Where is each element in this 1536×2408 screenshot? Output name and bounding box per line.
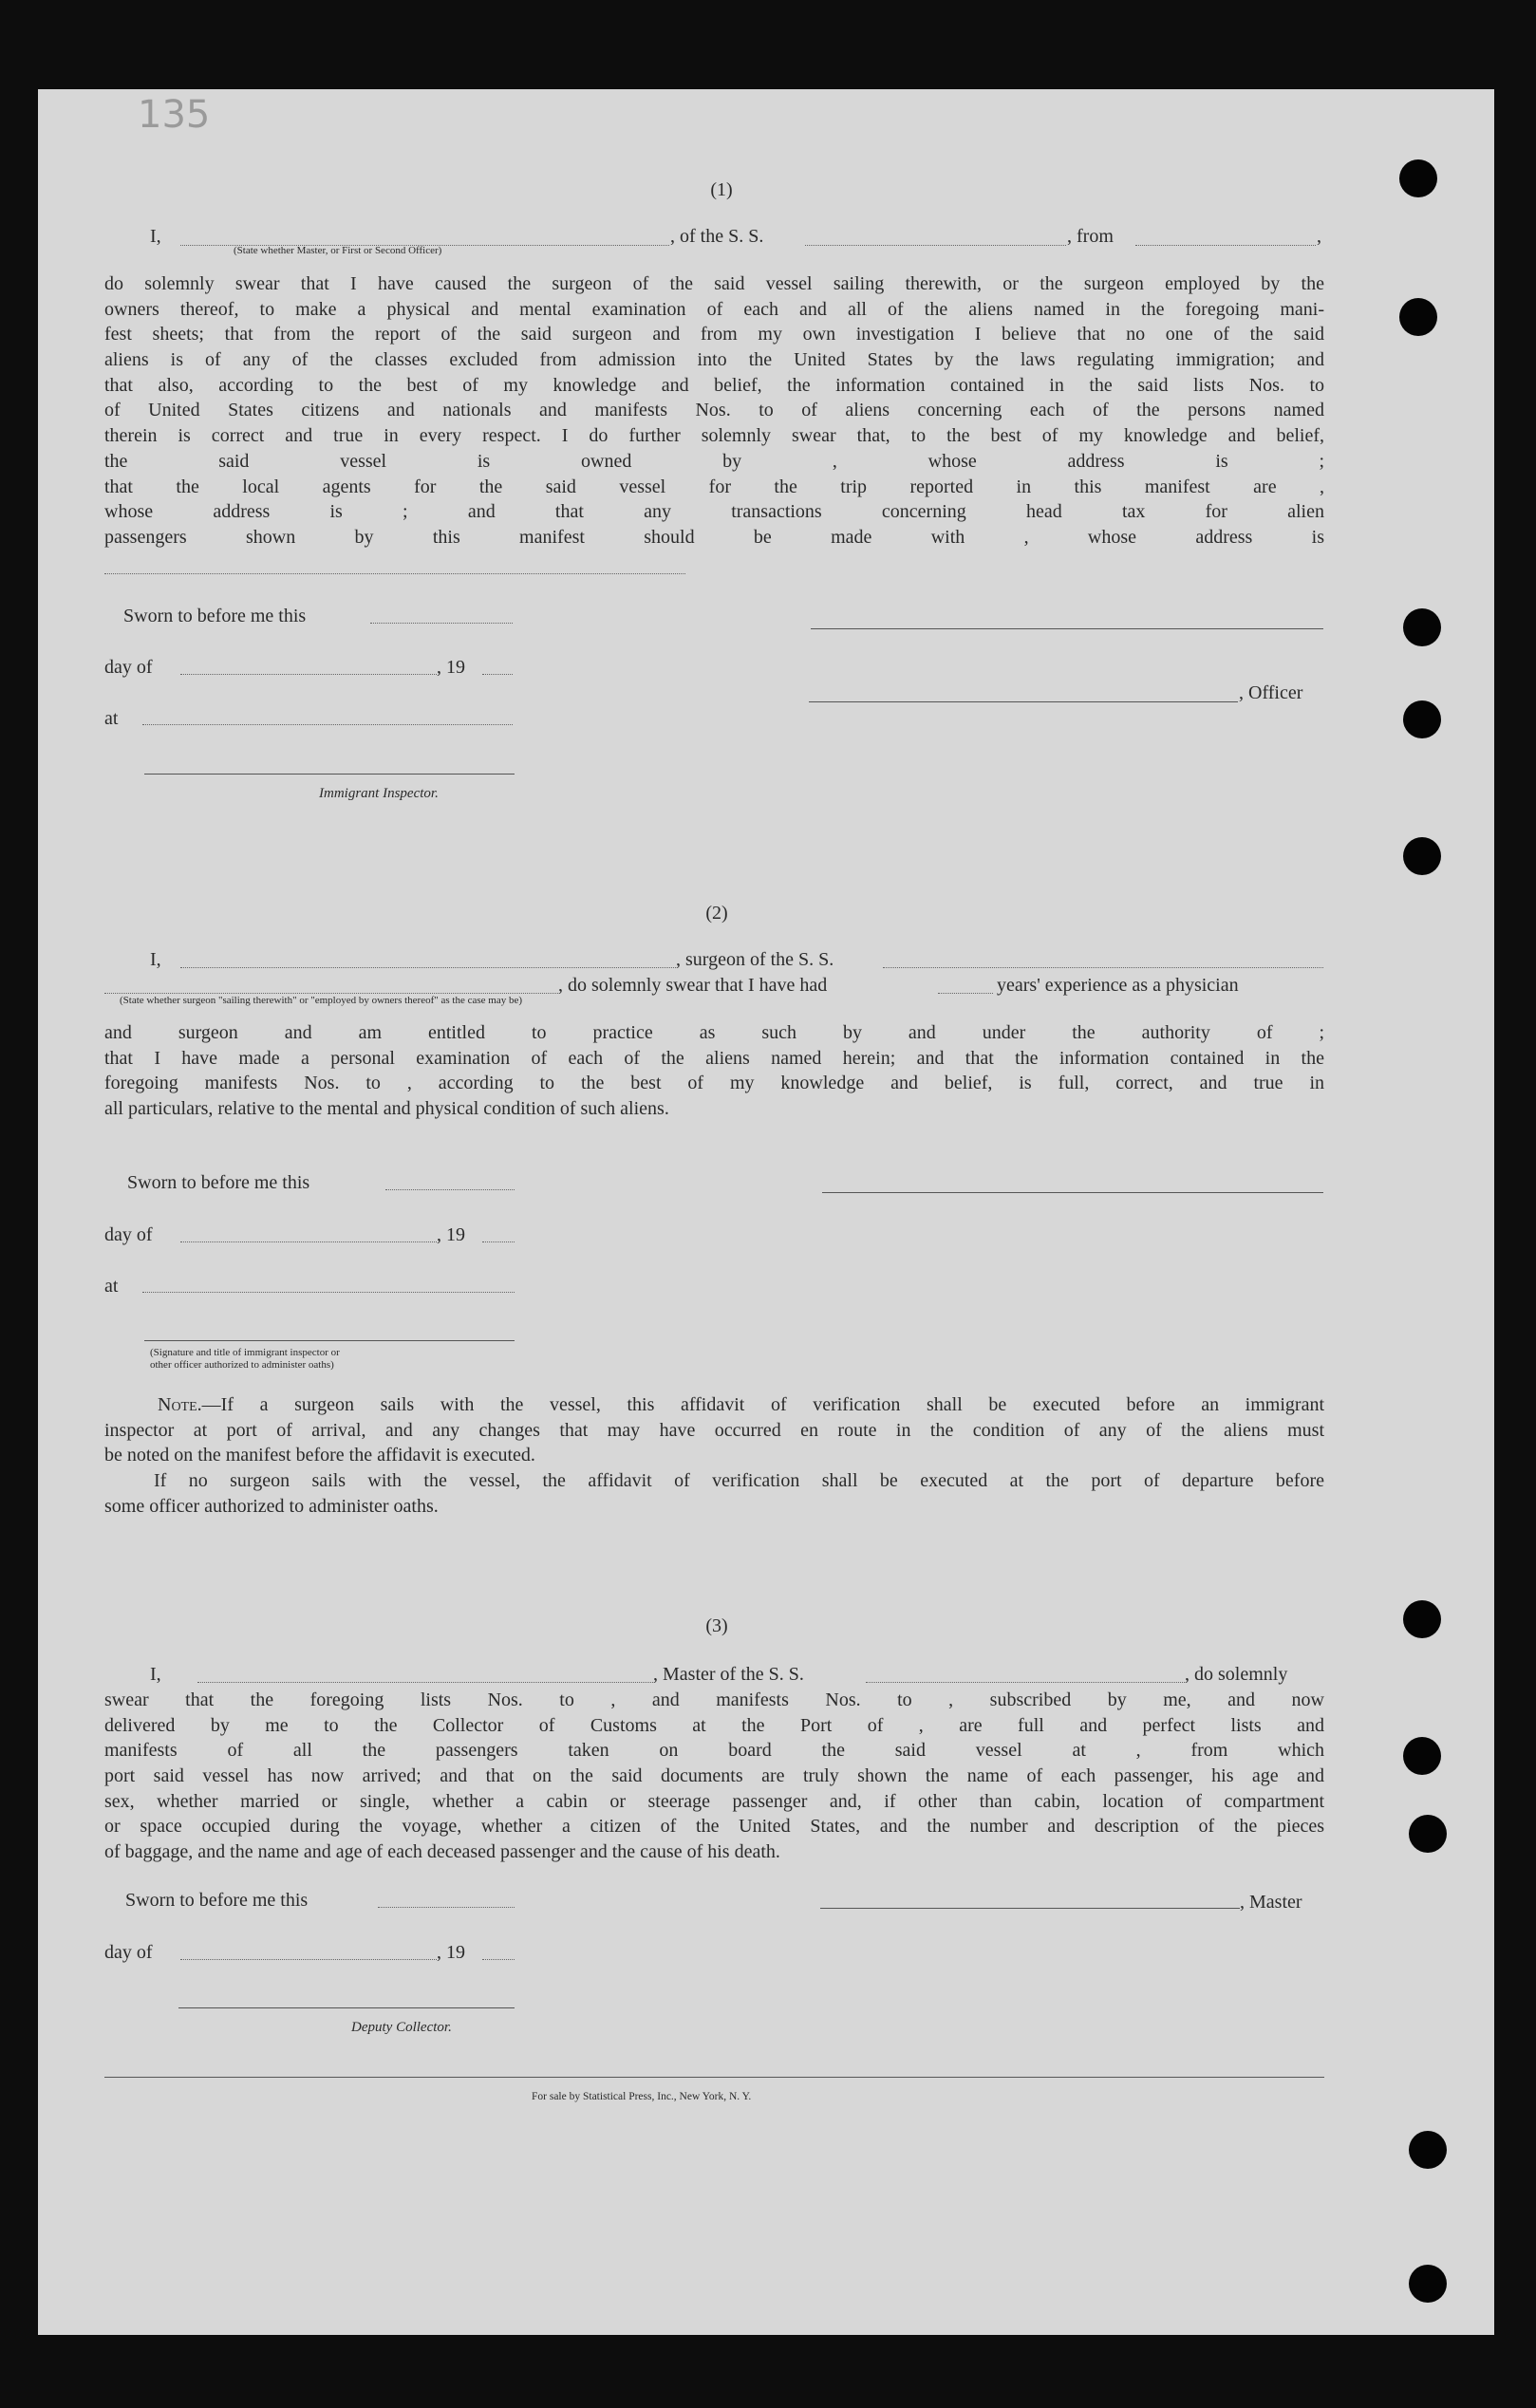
s1-inspector-label: Immigrant Inspector. (319, 786, 439, 801)
s2-surgeon-signature-line[interactable] (822, 1192, 1323, 1193)
s3-vessel-line[interactable] (866, 1682, 1185, 1683)
s2-line: all particulars, relative to the mental and physical condition of such aliens. (104, 1098, 669, 1120)
s1-vessel-line[interactable] (805, 245, 1066, 246)
s1-year-line[interactable] (482, 674, 513, 675)
s1-officer-sign-line[interactable] (809, 701, 1238, 702)
s2-officer-sign-line[interactable] (144, 1340, 515, 1341)
note-line: —If a surgeon sails with the vessel, this affidavit of verification shall be executed before an immigrant (201, 1394, 1324, 1415)
s1-line: of United States citizens and nationals and manifests Nos. to of aliens concerning each of the persons named (104, 400, 1324, 421)
s2-at-line[interactable] (142, 1292, 515, 1293)
s1-i: I, (150, 226, 161, 247)
s2-years-label: years' experience as a physician (997, 975, 1239, 996)
s2-line: that I have made a personal examination of each of the aliens named herein; and that the information contained in the (104, 1047, 1324, 1069)
s3-line: swear that the foregoing lists Nos. to , and manifests Nos. to , subscribed by me, and now (104, 1689, 1324, 1710)
punch-hole (1399, 159, 1437, 197)
corner-stamp-number: 135 (138, 93, 211, 137)
s1-oath-paragraph (104, 271, 1324, 551)
s3-master-of-ss: , Master of the S. S. (653, 1664, 804, 1685)
s3-year: , 19 (437, 1942, 465, 1963)
s3-collector-sign-line[interactable] (178, 2007, 515, 2008)
s1-officer-note: (State whether Master, or First or Second Officer) (234, 245, 442, 256)
s1-line: that also, according to the best of my knowledge and belief, the information contained in the said lists Nos. to (104, 374, 1324, 396)
s1-line: whose address is ; and that any transactions concerning head tax for alien (104, 501, 1324, 523)
s2-sworn: Sworn to before me this (127, 1172, 310, 1193)
s1-sworn-line[interactable] (370, 623, 513, 624)
punch-hole (1409, 1815, 1447, 1853)
s1-line: that the local agents for the said vessel for the trip reported in this manifest are , (104, 476, 1324, 497)
s2-status-note: (State whether surgeon "sailing therewith" or "employed by owners thereof" as the case may be) (120, 995, 523, 1006)
s2-swear-experience: , do solemnly swear that I have had (558, 975, 828, 996)
s3-line: manifests of all the passengers taken on board the said vessel at , from which (104, 1740, 1324, 1762)
s3-master-label: , Master (1240, 1892, 1302, 1913)
s3-sworn-line[interactable] (378, 1907, 515, 1908)
s3-sworn: Sworn to before me this (125, 1890, 309, 1911)
s3-day-of: day of (104, 1942, 153, 1963)
s1-line: the said vessel is owned by , whose address is ; (104, 450, 1324, 472)
s1-line: therein is correct and true in every respect. I do further solemnly swear that, to the best of my knowledge and belief, (104, 425, 1324, 447)
s3-master-sign-line[interactable] (820, 1908, 1240, 1909)
s2-oath-paragraph (104, 1020, 1324, 1122)
punch-hole (1409, 2131, 1447, 2169)
s3-oath-paragraph (104, 1688, 1324, 1865)
note-line: inspector at port of arrival, and any changes that may have occurred en route in the condition of any of the aliens must (104, 1419, 1324, 1441)
s1-sworn: Sworn to before me this (123, 606, 307, 626)
section-2-heading: (2) (705, 903, 728, 924)
s3-i: I, (150, 1664, 161, 1685)
s2-years-line[interactable] (938, 993, 993, 994)
s1-line: owners thereof, to make a physical and mental examination of each and all of the aliens named in the foregoing mani- (104, 298, 1324, 320)
s2-sig-note-2: other officer authorized to administer oaths) (150, 1359, 334, 1371)
punch-hole (1403, 608, 1441, 646)
s2-line: foregoing manifests Nos. to , according to the best of my knowledge and belief, is full, correct, and true in (104, 1073, 1324, 1094)
note-line: some officer authorized to administer oaths. (104, 1495, 439, 1517)
s2-year-line[interactable] (482, 1241, 515, 1242)
s1-at-line[interactable] (142, 724, 513, 725)
s1-signature-line[interactable] (811, 628, 1323, 629)
s2-i: I, (150, 949, 161, 970)
s1-at: at (104, 708, 119, 729)
s1-of-ss: , of the S. S. (670, 226, 764, 247)
s1-end-comma: , (1317, 226, 1321, 247)
s1-line: aliens is of any of the classes excluded from admission into the United States by the laws regulating immigration; and (104, 349, 1324, 371)
s3-deputy-label: Deputy Collector. (351, 2020, 452, 2035)
s3-line: delivered by me to the Collector of Customs at the Port of , are full and perfect lists and (104, 1714, 1324, 1736)
s1-from: , from (1067, 226, 1114, 247)
s1-year: , 19 (437, 657, 465, 678)
s1-inspector-sign-line[interactable] (144, 774, 515, 775)
s3-line: sex, whether married or single, whether a cabin or steerage passenger and, if other than cabin, location of compartment (104, 1790, 1324, 1812)
s3-line: port said vessel has now arrived; and that on the said documents are truly shown the name of each passenger, his age and (104, 1765, 1324, 1787)
s3-line: or space occupied during the voyage, whether a citizen of the United States, and the number and description of the pieces (104, 1816, 1324, 1838)
s2-note (104, 1392, 1324, 1519)
s3-line: of baggage, and the name and age of each deceased passenger and the cause of his death. (104, 1841, 780, 1863)
s1-day-line[interactable] (180, 674, 437, 675)
s3-do-solemnly: , do solemnly (1185, 1664, 1288, 1685)
s1-day-of: day of (104, 657, 153, 678)
punch-hole (1409, 2265, 1447, 2303)
s2-sworn-line[interactable] (385, 1189, 515, 1190)
footer-rule (104, 2077, 1324, 2078)
s2-status-line[interactable] (104, 993, 558, 994)
s1-line: fest sheets; that from the report of the said surgeon and from my own investigation I believe that no one of the said (104, 324, 1324, 345)
punch-hole (1403, 837, 1441, 875)
s2-day-line[interactable] (180, 1241, 437, 1242)
s2-surgeon-name-line[interactable] (180, 967, 676, 968)
s2-surgeon-of-ss: , surgeon of the S. S. (676, 949, 834, 970)
s1-line: passengers shown by this manifest should be made with , whose address is (104, 526, 1324, 548)
s1-officer-label: , Officer (1239, 682, 1303, 703)
punch-hole (1403, 1600, 1441, 1638)
section-3-heading: (3) (705, 1615, 728, 1636)
note-line: be noted on the manifest before the affidavit is executed. (104, 1445, 535, 1466)
punch-hole (1403, 1737, 1441, 1775)
s1-address-continuation-line[interactable] (104, 573, 685, 574)
s3-year-line[interactable] (482, 1959, 515, 1960)
s3-day-line[interactable] (180, 1959, 437, 1960)
s1-from-line[interactable] (1135, 245, 1316, 246)
note-label: Note. (158, 1394, 202, 1415)
s2-line: and surgeon and am entitled to practice as such by and under the authority of ; (104, 1022, 1324, 1043)
s2-sig-note-1: (Signature and title of immigrant inspector or (150, 1347, 340, 1358)
punch-hole (1399, 298, 1437, 336)
note-line: If no surgeon sails with the vessel, the affidavit of verification shall be executed at the port of departure before (154, 1470, 1324, 1492)
footer-printer: For sale by Statistical Press, Inc., New York, N. Y. (532, 2091, 752, 2102)
s2-day-of: day of (104, 1224, 153, 1245)
s2-vessel-line[interactable] (883, 967, 1323, 968)
s2-at: at (104, 1276, 119, 1297)
s3-master-name-line[interactable] (197, 1682, 653, 1683)
s2-year: , 19 (437, 1224, 465, 1245)
s1-line: do solemnly swear that I have caused the surgeon of the said vessel sailing therewith, or the surgeon employed by the (104, 273, 1324, 294)
punch-hole (1403, 700, 1441, 738)
section-1-heading: (1) (710, 179, 733, 200)
